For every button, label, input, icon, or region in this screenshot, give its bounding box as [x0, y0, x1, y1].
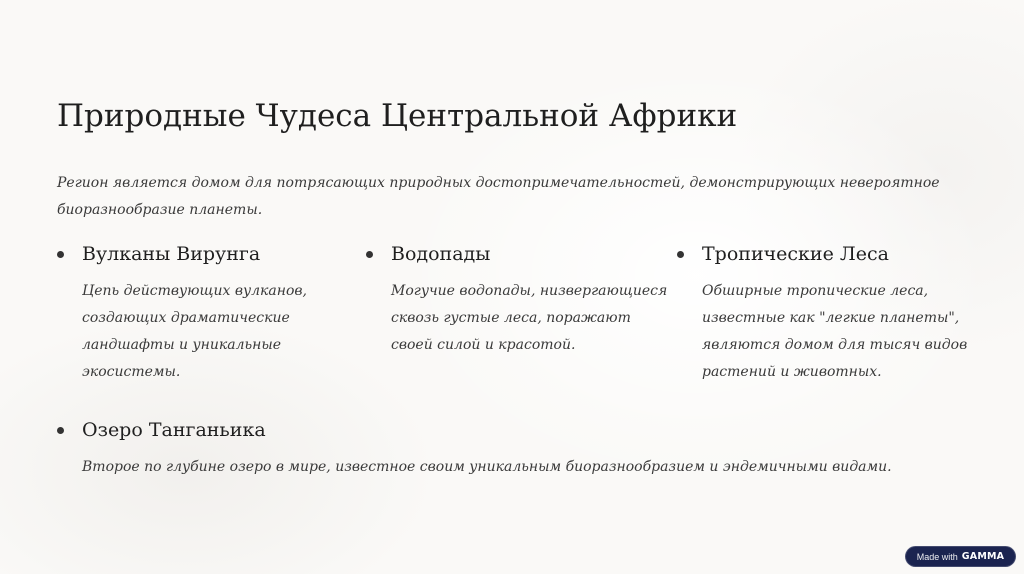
- feature-description: Второе по глубине озеро в мире, известное своим уникальным биоразнообразием и эндемичными видами.: [82, 459, 892, 475]
- feature-title: Водопады: [391, 243, 491, 265]
- bullet-icon: [57, 251, 64, 258]
- feature-description: Цепь действующих вулканов, создающих драматические ландшафты и уникальные экосистемы.: [82, 283, 307, 380]
- gamma-logo: GAMMA: [961, 550, 1005, 562]
- bullet-icon: [366, 251, 373, 258]
- feature-title: Озеро Танганьика: [82, 419, 266, 441]
- feature-title: Тропические Леса: [702, 243, 889, 265]
- feature-description: Могучие водопады, низвергающиеся сквозь густые леса, поражают своей силой и красотой.: [391, 283, 668, 353]
- feature-title: Вулканы Вирунга: [82, 243, 261, 265]
- badge-prefix-label: Made with: [916, 551, 958, 562]
- made-with-gamma-badge[interactable]: [905, 546, 1016, 567]
- slide-title: Природные Чудеса Центральной Африки: [57, 98, 738, 134]
- bullet-icon: [677, 251, 684, 258]
- bullet-icon: [57, 427, 64, 434]
- intro-text: Регион является домом для потрясающих природных достопримечательностей, демонстрирующих невероятное биоразнообразие планеты.: [57, 175, 940, 218]
- feature-description: Обширные тропические леса, известные как "легкие планеты", являются домом для тысяч видов растений и животных.: [702, 283, 968, 380]
